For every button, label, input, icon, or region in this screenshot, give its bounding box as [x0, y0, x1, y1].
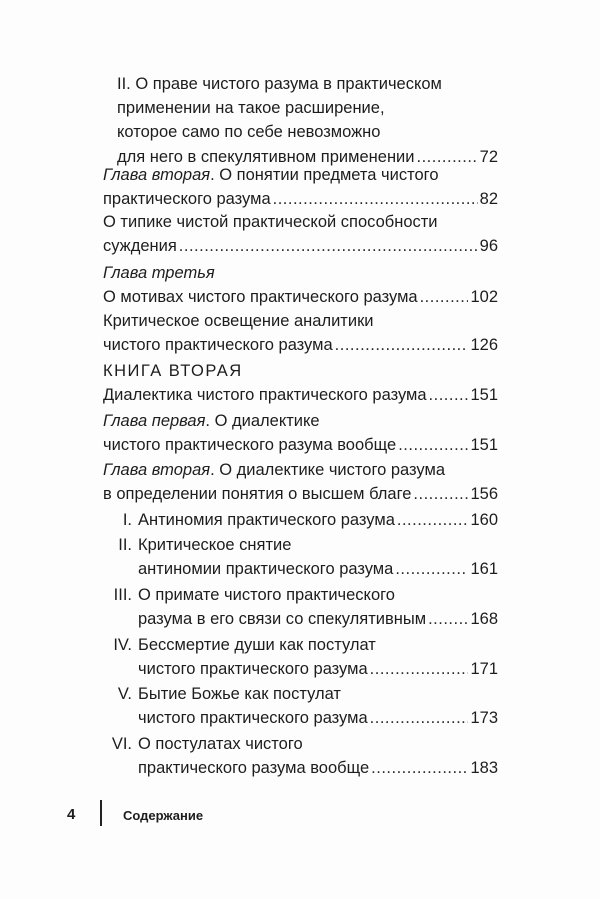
- toc-line-with-page: [103, 187, 498, 211]
- toc-line: [118, 533, 292, 557]
- entry-title: [103, 359, 243, 383]
- dot-leader: [335, 333, 469, 357]
- toc-line: [111, 732, 303, 756]
- entry-title-text: чистого практического разума вообще: [103, 436, 397, 455]
- entry-title-text: О постулатах чистого: [138, 735, 303, 753]
- dot-leader: [273, 187, 478, 211]
- entry-title-text: Критическое снятие: [138, 536, 292, 554]
- entry-title-text: чистого практического разума: [138, 709, 368, 728]
- dot-leader: [397, 508, 469, 532]
- entry-title: [103, 409, 320, 433]
- toc-line-with-page: [103, 333, 498, 357]
- entry-title: [103, 210, 438, 234]
- footer-divider: [100, 800, 102, 826]
- entry-title-text: которое само по себе невозможно: [117, 123, 381, 142]
- entry-title: [138, 732, 303, 756]
- page-ref: 160: [470, 511, 498, 529]
- dot-leader: [179, 234, 478, 258]
- entry-title: [103, 187, 271, 211]
- entry-title-text: Диалектика чистого практического разума: [103, 386, 427, 405]
- entry-title: [138, 557, 393, 581]
- page-ref: 156: [470, 485, 498, 504]
- dot-leader: [420, 285, 469, 309]
- entry-title-text: суждения: [103, 237, 177, 256]
- dot-leader: [370, 657, 469, 681]
- toc-line: [103, 163, 439, 187]
- entry-title: [103, 333, 333, 357]
- toc-line-with-page: [138, 657, 498, 681]
- section-numeral: IV.: [113, 636, 132, 654]
- entry-title: [138, 583, 395, 607]
- entry-title: [138, 508, 395, 532]
- entry-title: [103, 458, 445, 482]
- section-numeral: VI.: [111, 735, 132, 753]
- entry-title: [138, 706, 368, 730]
- entry-title-text: практического разума вообще: [138, 759, 370, 778]
- entry-title: [138, 533, 291, 557]
- entry-title: [138, 607, 426, 631]
- entry-title-text: Критическое освещение аналитики: [103, 312, 374, 330]
- toc-line: [117, 72, 442, 96]
- page-ref: 183: [470, 759, 498, 778]
- running-title: Содержание: [123, 808, 204, 823]
- toc-line-with-page: [103, 234, 498, 258]
- toc-line: [103, 261, 215, 285]
- toc-line-with-page: [138, 607, 498, 631]
- page-ref: 126: [470, 336, 498, 355]
- chapter-label: Глава вторая: [103, 166, 211, 184]
- page-ref: 102: [470, 288, 498, 307]
- toc-line: [103, 309, 374, 333]
- toc-line-with-page: [103, 482, 498, 506]
- toc-line: [117, 682, 341, 706]
- chapter-label: Глава третья: [103, 264, 215, 282]
- entry-title-text: в определении понятия о высшем благе: [103, 485, 412, 504]
- entry-title-text: КНИГА ВТОРАЯ: [103, 362, 243, 380]
- dot-leader: [398, 433, 468, 457]
- toc-line: [103, 210, 438, 234]
- entry-title-text: чистого практического разума: [103, 336, 333, 355]
- entry-title: [103, 383, 427, 407]
- toc-line-with-page: [138, 706, 498, 730]
- section-numeral: I.: [122, 511, 132, 529]
- entry-title-text: антиномии практического разума: [138, 560, 394, 579]
- entry-title: [103, 285, 418, 309]
- toc-line-with-page: [138, 557, 498, 581]
- page-ref: 72: [479, 147, 498, 166]
- entry-title: [138, 682, 341, 706]
- toc-line-with-page: [103, 383, 498, 407]
- entry-title: [103, 163, 439, 187]
- entry-title-text: применении на такое расширение,: [117, 99, 385, 118]
- chapter-label: Глава вторая: [103, 461, 211, 479]
- entry-title: [138, 756, 369, 780]
- entry-title-text: практического разума: [103, 190, 271, 209]
- toc-line-with-page: [138, 756, 498, 780]
- page-ref: 161: [470, 560, 498, 579]
- toc-line: [103, 409, 320, 433]
- dot-leader: [428, 607, 468, 631]
- entry-title-text: . О понятии предмета чистого: [210, 166, 439, 184]
- section-numeral: II.: [118, 536, 132, 554]
- entry-title-text: О мотивах чистого практического разума: [103, 288, 418, 307]
- dot-leader: [370, 706, 469, 730]
- entry-title-text: Бессмертие души как постулат: [138, 636, 376, 654]
- dot-leader: [429, 383, 469, 407]
- page-number: 4: [67, 806, 76, 823]
- dot-leader: [395, 557, 468, 581]
- entry-title: [138, 657, 368, 681]
- entry-title-text: чистого практического разума: [138, 660, 368, 679]
- entry-title: [138, 633, 376, 657]
- toc-line: [103, 458, 445, 482]
- entry-title-text: О примате чистого практического: [138, 586, 395, 604]
- toc-line-with-page: [103, 285, 498, 309]
- entry-title: [117, 96, 385, 120]
- entry-title: [117, 72, 442, 96]
- entry-title-text: . О диалектике чистого разума: [210, 461, 445, 479]
- entry-title-text: Бытие Божье как постулат: [138, 685, 341, 703]
- entry-title: [103, 482, 411, 506]
- toc-line: [113, 583, 395, 607]
- entry-title: [117, 120, 380, 144]
- page-ref: 96: [479, 237, 498, 256]
- page-footer: [0, 800, 600, 830]
- page-ref: 173: [470, 709, 498, 728]
- entry-title-text: . О диалектике: [205, 412, 320, 430]
- page-ref: 171: [470, 660, 498, 679]
- toc-line: [103, 359, 243, 383]
- toc-line: [113, 633, 376, 657]
- page-ref: 82: [479, 190, 498, 209]
- entry-title-text: для него в спекулятивном применении: [117, 147, 415, 166]
- toc-line: [117, 120, 380, 144]
- toc-line: [117, 96, 385, 120]
- entry-title-text: О типике чистой практической способности: [103, 213, 438, 231]
- chapter-label: Глава первая: [103, 412, 206, 430]
- entry-title: [103, 234, 177, 258]
- entry-title-text: Антиномия практического разума: [138, 511, 395, 529]
- toc-line-with-page: [103, 433, 498, 457]
- dot-leader: [413, 482, 468, 506]
- dot-leader: [371, 756, 468, 780]
- entry-title: [103, 309, 374, 333]
- section-numeral: V.: [117, 685, 132, 703]
- entry-title: [103, 261, 215, 285]
- entry-title-text: разума в его связи со спекулятивным: [138, 610, 427, 629]
- entry-title: [103, 433, 396, 457]
- page-ref: 168: [470, 610, 498, 629]
- page-ref: 151: [470, 436, 498, 455]
- page-ref: 151: [470, 386, 498, 405]
- section-numeral: III.: [113, 586, 132, 604]
- toc-line-with-page: [122, 508, 498, 532]
- entry-title-text: II. О праве чистого разума в практическом: [117, 75, 442, 93]
